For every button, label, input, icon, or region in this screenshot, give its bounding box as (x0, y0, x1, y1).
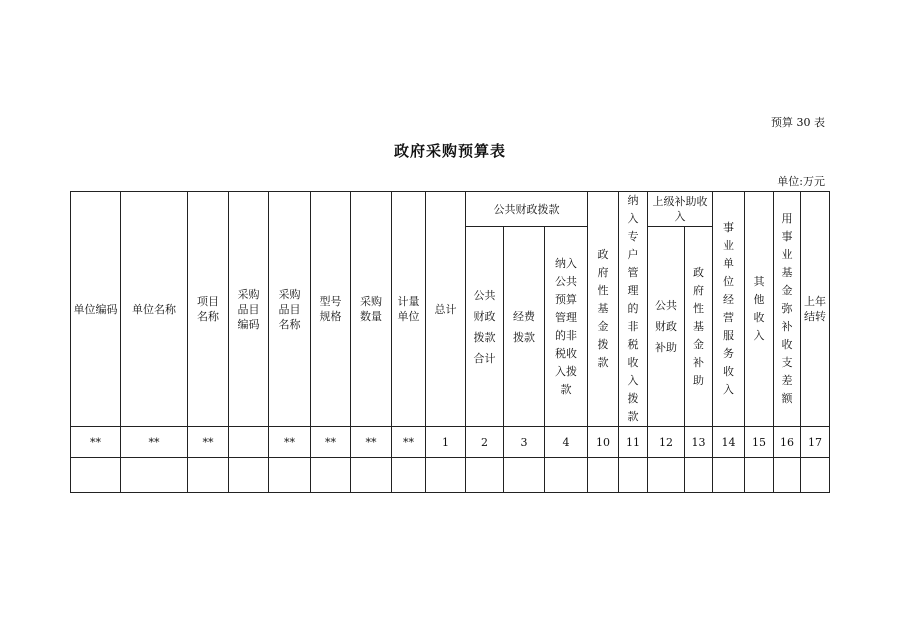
column-code-cell: 3 (504, 427, 545, 458)
column-code-cell: ** (269, 427, 311, 458)
empty-cell (392, 458, 426, 493)
column-code-cell: 15 (745, 427, 774, 458)
column-code-cell: ** (351, 427, 392, 458)
column-code-cell: 14 (713, 427, 745, 458)
header-business-income (713, 192, 745, 427)
header-project-name: 项目 名称 (188, 192, 229, 427)
header-fund-subsidy-text: 用事业基金弥补收支差额 (781, 212, 793, 405)
column-code-cell: 13 (685, 427, 713, 458)
header-quantity: 采购 数量 (351, 192, 392, 427)
header-item-code: 采购 品目 编码 (229, 192, 269, 427)
empty-cell (545, 458, 588, 493)
empty-cell (311, 458, 351, 493)
empty-cell (229, 458, 269, 493)
column-code-cell: 1 (426, 427, 466, 458)
header-superior-public: 公共 财政 补助 (648, 227, 685, 427)
empty-cell (351, 458, 392, 493)
header-gov-fund-text: 政府性基金拨款 (597, 248, 609, 369)
empty-cell (774, 458, 801, 493)
column-code-cell: ** (121, 427, 188, 458)
header-other-income (745, 192, 774, 427)
column-code-cell: 11 (619, 427, 648, 458)
empty-cell (713, 458, 745, 493)
header-model-spec: 型号 规格 (311, 192, 351, 427)
header-superior-gov-fund-text: 政府性基金补助 (693, 265, 705, 387)
column-code-row (71, 427, 830, 458)
empty-cell (269, 458, 311, 493)
unit-label: 单位:万元 (777, 175, 825, 188)
empty-cell (801, 458, 830, 493)
empty-data-row (71, 458, 830, 493)
empty-cell (504, 458, 545, 493)
header-operating-funds: 经费 拨款 (504, 227, 545, 427)
empty-cell (648, 458, 685, 493)
header-unit-code: 单位编码 (71, 192, 121, 427)
column-code-cell: 12 (648, 427, 685, 458)
header-item-name: 采购 品目 名称 (269, 192, 311, 427)
header-business-income-text: 事业单位经营服务收入 (723, 221, 735, 396)
header-superior-group: 上级补助收入 (648, 192, 713, 227)
header-superior-gov-fund (685, 227, 713, 427)
page-title: 政府采购预算表 (393, 142, 506, 160)
column-code-cell: ** (188, 427, 229, 458)
header-special-account-text: 纳入专户管理的非税收入拨款 (627, 194, 639, 423)
empty-cell (619, 458, 648, 493)
header-other-income-text: 其他收入 (753, 275, 765, 342)
empty-cell (71, 458, 121, 493)
empty-cell (588, 458, 619, 493)
column-code-cell: 10 (588, 427, 619, 458)
header-unit-name: 单位名称 (121, 192, 188, 427)
column-code-cell: 2 (466, 427, 504, 458)
empty-cell (685, 458, 713, 493)
form-number: 预算 30 表 (771, 116, 825, 129)
column-code-cell: 16 (774, 427, 801, 458)
empty-cell (426, 458, 466, 493)
header-special-account (619, 192, 648, 427)
budget-table (70, 191, 830, 493)
header-public-fiscal-total: 公共 财政 拨款 合计 (466, 227, 504, 427)
empty-cell (466, 458, 504, 493)
header-total: 总计 (426, 192, 466, 427)
column-code-cell: ** (392, 427, 426, 458)
header-public-fiscal-group: 公共财政拨款 (466, 192, 588, 227)
header-measure-unit: 计量 单位 (392, 192, 426, 427)
column-code-cell: ** (71, 427, 121, 458)
empty-cell (121, 458, 188, 493)
empty-cell (745, 458, 774, 493)
header-carryover: 上年 结转 (801, 192, 830, 427)
header-fund-subsidy (774, 192, 801, 427)
column-code-cell: ** (311, 427, 351, 458)
column-code-cell (229, 427, 269, 458)
header-gov-fund (588, 192, 619, 427)
header-non-tax-revenue: 纳入 公共 预算 管理 的非 税收 入拨 款 (545, 227, 588, 427)
column-code-cell: 17 (801, 427, 830, 458)
column-code-cell: 4 (545, 427, 588, 458)
empty-cell (188, 458, 229, 493)
